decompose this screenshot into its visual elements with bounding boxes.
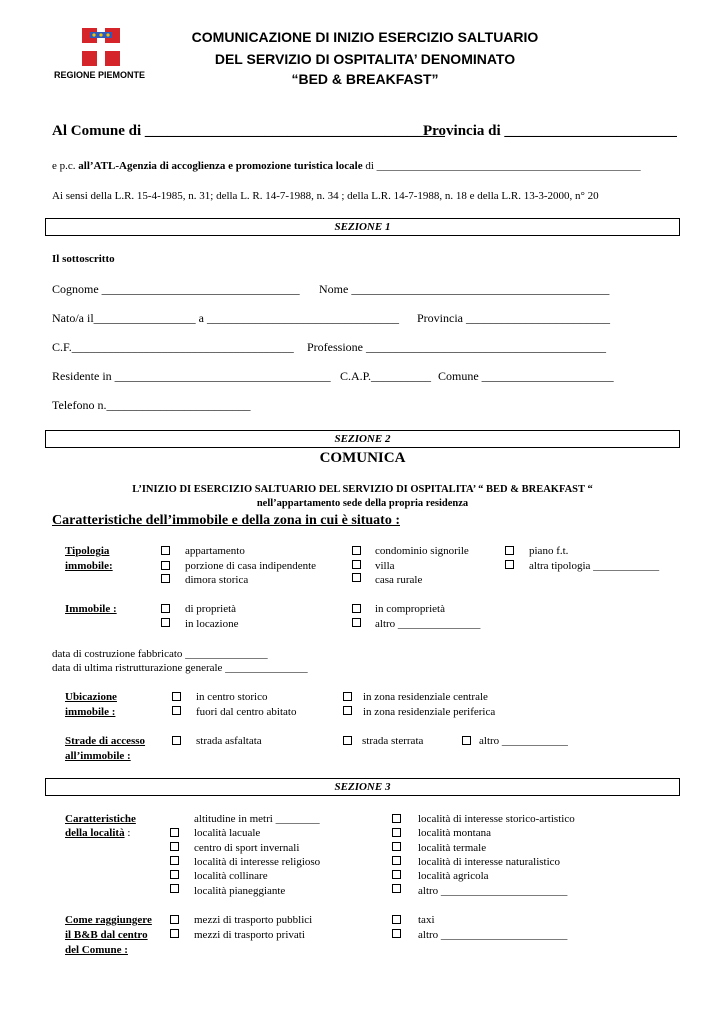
inizio-esercizio-line: L’INIZIO DI ESERCIZIO SALTUARIO DEL SERVIZIO DI OSPITALITA’ “ BED & BREAKFAST “ — [132, 484, 593, 495]
checkbox-in-locazione[interactable] — [161, 618, 170, 627]
checkbox-collinare[interactable] — [170, 870, 179, 879]
checkbox-zona-centrale[interactable] — [343, 692, 352, 701]
come-raggiungere-label-3: del Comune : — [65, 944, 128, 956]
option-casa-rurale: casa rurale — [375, 574, 423, 586]
checkbox-taxi[interactable] — [392, 915, 401, 924]
option-piano-ft: piano f.t. — [529, 545, 569, 557]
logo — [82, 28, 120, 66]
option-altro-localita[interactable]: altro _______________________ — [418, 885, 568, 897]
option-comproprieta: in comproprietà — [375, 603, 445, 615]
option-zona-centrale: in zona residenziale centrale — [363, 691, 488, 703]
localita-label-text: della località — [65, 827, 125, 839]
cognome-field[interactable]: Cognome _________________________________ — [52, 282, 300, 296]
option-altro-immobile[interactable]: altro _______________ — [375, 618, 481, 630]
option-zona-periferica: in zona residenziale periferica — [363, 706, 496, 718]
provincia-nascita-field[interactable]: Provincia ________________________ — [417, 311, 610, 325]
option-agricola: località agricola — [418, 870, 489, 882]
checkbox-trasporto-pubblico[interactable] — [170, 915, 179, 924]
option-collinare: località collinare — [194, 870, 268, 882]
option-centro-storico: in centro storico — [196, 691, 268, 703]
checkbox-altro-immobile[interactable] — [352, 618, 361, 627]
title-line-2: DEL SERVIZIO DI OSPITALITA’ DENOMINATO — [214, 51, 516, 67]
residente-field[interactable]: Residente in ____________________________________ — [52, 369, 331, 383]
comune-field[interactable]: Al Comune di ________________________________________ — [52, 123, 445, 139]
nome-field[interactable]: Nome ___________________________________________ — [319, 282, 610, 296]
tipologia-label: Tipologia — [65, 545, 110, 557]
checkbox-fuori-centro[interactable] — [172, 706, 181, 715]
checkbox-naturalistico[interactable] — [392, 856, 401, 865]
sottoscritto-label: Il sottoscritto — [52, 253, 115, 265]
section-2-header: SEZIONE 2 — [45, 430, 680, 448]
checkbox-sport-invernali[interactable] — [170, 842, 179, 851]
option-dimora-storica: dimora storica — [185, 574, 249, 586]
checkbox-centro-storico[interactable] — [172, 692, 181, 701]
option-termale: località termale — [418, 842, 487, 854]
checkbox-strada-asfaltata[interactable] — [172, 736, 181, 745]
option-naturalistico: località di interesse naturalistico — [418, 856, 561, 868]
comune-residenza-field[interactable]: Comune ______________________ — [438, 369, 614, 383]
checkbox-montana[interactable] — [392, 828, 401, 837]
immobile-label: Immobile : — [65, 603, 117, 615]
checkbox-altro-trasporto[interactable] — [392, 929, 401, 938]
checkbox-casa-rurale[interactable] — [352, 573, 361, 582]
ep-atl-field[interactable]: di ________________________________________________ — [362, 160, 641, 172]
checkbox-strada-sterrata[interactable] — [343, 736, 352, 745]
option-altro-trasporto[interactable]: altro _______________________ — [418, 929, 568, 941]
option-storico-artistico: località di interesse storico-artistico — [418, 813, 575, 825]
option-condominio: condominio signorile — [375, 545, 469, 557]
title-line-1: COMUNICAZIONE DI INIZIO ESERCIZIO SALTUARIO — [191, 29, 539, 45]
option-trasporto-privato: mezzi di trasporto privati — [194, 929, 305, 941]
checkbox-altra-tipologia[interactable] — [505, 560, 514, 569]
checkbox-di-proprieta[interactable] — [161, 604, 170, 613]
option-fuori-centro: fuori dal centro abitato — [196, 706, 297, 718]
option-lacuale: località lacuale — [194, 827, 261, 839]
ep-atl-label: all’ATL-Agenzia di accoglienza e promozione turistica locale — [78, 160, 363, 172]
checkbox-zona-periferica[interactable] — [343, 706, 352, 715]
option-porzione-casa: porzione di casa indipendente — [185, 560, 317, 572]
data-costruzione-field[interactable]: data di costruzione fabbricato _______________ — [52, 648, 268, 660]
option-montana: località montana — [418, 827, 491, 839]
option-altra-tipologia[interactable]: altra tipologia ____________ — [529, 560, 660, 572]
checkbox-villa[interactable] — [352, 560, 361, 569]
cf-field[interactable]: C.F._____________________________________ — [52, 340, 294, 354]
caratteristiche-localita-label: Caratteristiche — [65, 813, 136, 825]
checkbox-interesse-religioso[interactable] — [170, 856, 179, 865]
tipologia-label-2: immobile: — [65, 560, 113, 572]
caratteristiche-heading: Caratteristiche dell’immobile e della zona in cui è situato : — [52, 513, 400, 528]
appartamento-sede-line: nell’appartamento sede della propria residenza — [256, 498, 469, 509]
title-line-3: “BED & BREAKFAST” — [291, 71, 439, 87]
logo-text: REGIONE PIEMONTE — [54, 70, 146, 80]
ep-atl-line — [52, 160, 641, 172]
section-3-header: SEZIONE 3 — [45, 778, 680, 796]
strade-label-2: all’immobile : — [65, 750, 131, 762]
regione-piemonte-crest-icon — [82, 28, 120, 66]
option-villa: villa — [375, 560, 395, 572]
checkbox-storico-artistico[interactable] — [392, 814, 401, 823]
checkbox-piano-ft[interactable] — [505, 546, 514, 555]
ep-prefix: e p.c. — [52, 160, 79, 172]
option-sport-invernali: centro di sport invernali — [194, 842, 300, 854]
caratteristiche-localita-label-2 — [65, 827, 130, 839]
option-taxi: taxi — [418, 914, 435, 926]
checkbox-altro-localita[interactable] — [392, 884, 401, 893]
ubicazione-label: Ubicazione — [65, 691, 117, 703]
checkbox-comproprieta[interactable] — [352, 604, 361, 613]
checkbox-termale[interactable] — [392, 842, 401, 851]
checkbox-dimora-storica[interactable] — [161, 574, 170, 583]
provincia-field[interactable]: Provincia di _______________________ — [423, 123, 677, 139]
comunica-heading: COMUNICA — [319, 450, 406, 466]
checkbox-pianeggiante[interactable] — [170, 884, 179, 893]
altitudine-field[interactable]: altitudine in metri ________ — [194, 813, 320, 825]
come-raggiungere-label: Come raggiungere — [65, 914, 152, 926]
come-raggiungere-label-2: il B&B dal centro — [65, 929, 148, 941]
option-strada-sterrata: strada sterrata — [362, 735, 424, 747]
section-1-header: SEZIONE 1 — [45, 218, 680, 236]
professione-field[interactable]: Professione ________________________________________ — [307, 340, 606, 354]
option-interesse-religioso: località di interesse religioso — [194, 856, 321, 868]
data-ristrutturazione-field[interactable]: data di ultima ristrutturazione generale _______________ — [52, 662, 308, 674]
option-trasporto-pubblico: mezzi di trasporto pubblici — [194, 914, 313, 926]
law-reference: Ai sensi della L.R. 15-4-1985, n. 31; della L. R. 14-7-1988, n. 34 ; della L.R. 14-7-1988, n. 18 e della L.R. 13-3-2000, n° 20 — [52, 190, 599, 202]
checkbox-altro-strada[interactable] — [462, 736, 471, 745]
checkbox-agricola[interactable] — [392, 870, 401, 879]
option-appartamento: appartamento — [185, 545, 245, 557]
option-in-locazione: in locazione — [185, 618, 239, 630]
option-strada-asfaltata: strada asfaltata — [196, 735, 262, 747]
option-di-proprieta: di proprietà — [185, 603, 237, 615]
nato-field[interactable]: Nato/a il_________________ a ________________________________ — [52, 311, 399, 325]
ubicazione-label-2: immobile : — [65, 706, 116, 718]
cap-field[interactable]: C.A.P.__________ — [340, 369, 432, 383]
option-altro-strada[interactable]: altro ____________ — [479, 735, 568, 747]
checkbox-appartamento[interactable] — [161, 546, 170, 555]
checkbox-porzione-casa[interactable] — [161, 561, 170, 570]
localita-label-colon: : — [124, 827, 131, 839]
strade-label: Strade di accesso — [65, 735, 146, 747]
telefono-field[interactable]: Telefono n.________________________ — [52, 398, 251, 412]
option-pianeggiante: località pianeggiante — [194, 885, 286, 897]
checkbox-condominio[interactable] — [352, 546, 361, 555]
checkbox-trasporto-privato[interactable] — [170, 929, 179, 938]
checkbox-lacuale[interactable] — [170, 828, 179, 837]
